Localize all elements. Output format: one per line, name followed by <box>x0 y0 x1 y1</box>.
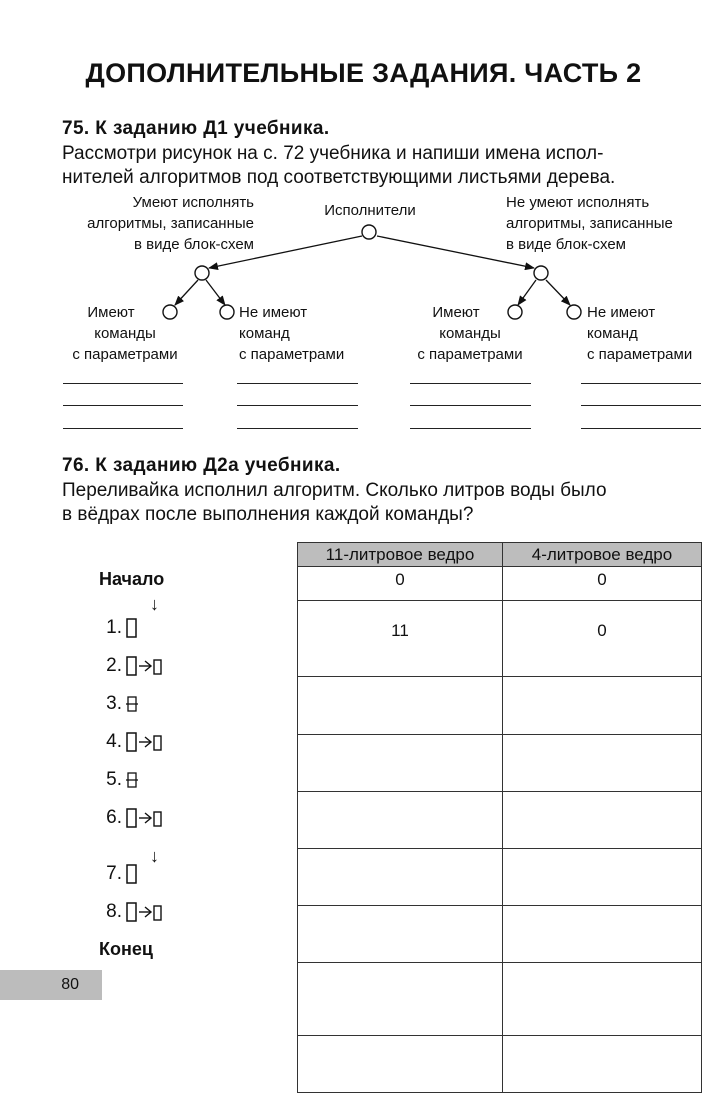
table-cell: 0 <box>503 601 702 677</box>
table-cell[interactable] <box>503 963 702 1036</box>
task-75-text-line1: Рассмотри рисунок на с. 72 учебника и напиши имена испол- <box>62 143 604 164</box>
leaf-node-4 <box>567 305 581 319</box>
answer-line[interactable] <box>237 428 358 429</box>
table-cell[interactable] <box>503 792 702 849</box>
table-cell[interactable] <box>503 906 702 963</box>
page-number: 80 <box>0 970 102 1000</box>
right-branch-line: алгоритмы, записанные <box>506 215 673 232</box>
table-row <box>298 1036 702 1093</box>
algorithm-step <box>88 617 139 639</box>
table-cell[interactable] <box>503 849 702 906</box>
table-cell[interactable] <box>298 963 503 1036</box>
answer-line[interactable] <box>237 383 358 384</box>
table-cell[interactable] <box>298 1036 503 1093</box>
table-row <box>298 849 702 906</box>
leaf-4-label <box>587 302 725 365</box>
answer-line[interactable] <box>63 405 183 406</box>
step-number: 8. <box>106 901 122 922</box>
task-75-text-line2: нителей алгоритмов под соответствующими листьями дерева. <box>62 167 616 188</box>
table-cell[interactable] <box>298 906 503 963</box>
table-cell[interactable] <box>503 1036 702 1093</box>
bucket-empty-icon <box>125 693 139 715</box>
column-header: 4-литровое ведро <box>503 543 702 567</box>
answer-line[interactable] <box>410 405 531 406</box>
leaf-3-line: команды <box>439 325 501 342</box>
algorithm-step <box>88 693 139 715</box>
pour-icon <box>125 655 165 677</box>
step-command-pour <box>125 901 165 923</box>
task-76-heading: 76. К заданию Д2а учебника. <box>62 455 341 476</box>
answer-line[interactable] <box>237 405 358 406</box>
table-row <box>298 963 702 1036</box>
leaf-1-label <box>60 302 190 365</box>
bucket-empty-icon <box>125 769 139 791</box>
table-cell: 0 <box>298 567 503 601</box>
arrow-down-icon: ↓ <box>150 594 159 614</box>
step-command-empty <box>125 769 139 791</box>
tree-root-label: Исполнители <box>324 202 416 219</box>
table-cell[interactable] <box>298 735 503 792</box>
table-row <box>298 906 702 963</box>
bucket-fill-icon <box>125 863 139 885</box>
leaf-2-line: Не имеют <box>239 304 308 321</box>
table-row <box>298 567 702 601</box>
leaf-2-line: команд <box>239 325 290 342</box>
leaf-node-2 <box>220 305 234 319</box>
step-number: 3. <box>106 693 122 714</box>
leaf-3-line: с параметрами <box>417 346 523 363</box>
bucket-fill-icon <box>125 617 139 639</box>
algorithm-step <box>88 769 139 791</box>
table-cell[interactable] <box>503 735 702 792</box>
right-branch-line: в виде блок-схем <box>506 236 626 253</box>
left-branch-line: в виде блок-схем <box>134 236 254 253</box>
edge-right-leaf2 <box>546 280 570 305</box>
task-75-heading: 75. К заданию Д1 учебника. <box>62 118 330 139</box>
pour-icon <box>125 807 165 829</box>
step-command-empty <box>125 693 139 715</box>
algorithm-step <box>88 901 165 923</box>
answer-line[interactable] <box>63 428 183 429</box>
task-76-text-line2: в вёдрах после выполнения каждой команды? <box>62 504 474 525</box>
edge-left-leaf2 <box>206 280 225 305</box>
leaf-1-line: Имеют <box>87 304 135 321</box>
table-row <box>298 735 702 792</box>
step-number: 5. <box>106 769 122 790</box>
step-number: 2. <box>106 655 122 676</box>
left-branch-line: алгоритмы, записанные <box>87 215 254 232</box>
pour-icon <box>125 901 165 923</box>
root-node <box>362 225 376 239</box>
left-branch-line: Умеют исполнять <box>132 194 254 211</box>
table-cell: 0 <box>503 567 702 601</box>
leaf-2-label <box>239 302 379 365</box>
answer-line[interactable] <box>410 428 531 429</box>
step-number: 7. <box>106 863 122 884</box>
task-76-text-line1: Переливайка исполнил алгоритм. Сколько литров воды было <box>62 480 607 501</box>
right-branch-line: Не умеют исполнять <box>506 194 650 211</box>
algorithm-step <box>88 731 165 753</box>
answer-line[interactable] <box>581 428 701 429</box>
step-number: 1. <box>106 617 122 638</box>
answer-line[interactable] <box>63 383 183 384</box>
table-cell[interactable] <box>298 849 503 906</box>
algorithm-step <box>88 655 165 677</box>
table-cell[interactable] <box>503 677 702 735</box>
leaf-4-line: с параметрами <box>587 346 693 363</box>
table-cell[interactable] <box>298 792 503 849</box>
algorithm-step <box>88 863 139 885</box>
buckets-table <box>297 542 702 1093</box>
left-branch-label <box>40 192 254 255</box>
leaf-3-label <box>405 302 535 365</box>
pour-icon <box>125 731 165 753</box>
table-row <box>298 792 702 849</box>
column-header: 11-литровое ведро <box>298 543 503 567</box>
step-number: 6. <box>106 807 122 828</box>
step-command-fill <box>125 617 139 639</box>
step-command-pour <box>125 807 165 829</box>
step-command-pour <box>125 655 165 677</box>
leaf-4-line: команд <box>587 325 638 342</box>
answer-line[interactable] <box>581 405 701 406</box>
table-cell: 11 <box>298 601 503 677</box>
answer-line[interactable] <box>581 383 701 384</box>
table-cell[interactable] <box>298 677 503 735</box>
leaf-1-line: команды <box>94 325 156 342</box>
table-row <box>298 601 702 677</box>
right-branch-label <box>506 192 720 255</box>
arrow-down-icon: ↓ <box>150 846 159 866</box>
leaf-2-line: с параметрами <box>239 346 345 363</box>
algorithm-start-label: Начало <box>99 569 165 589</box>
answer-line[interactable] <box>410 383 531 384</box>
page-title: ДОПОЛНИТЕЛЬНЫЕ ЗАДАНИЯ. ЧАСТЬ 2 <box>85 58 642 88</box>
algorithm-step <box>88 807 165 829</box>
leaf-3-line: Имеют <box>432 304 480 321</box>
left-branch-node <box>195 266 209 280</box>
step-command-pour <box>125 731 165 753</box>
algorithm-end-label: Конец <box>99 939 153 959</box>
step-command-fill <box>125 863 139 885</box>
table-row <box>298 677 702 735</box>
leaf-1-line: с параметрами <box>72 346 178 363</box>
step-number: 4. <box>106 731 122 752</box>
right-branch-node <box>534 266 548 280</box>
leaf-4-line: Не имеют <box>587 304 656 321</box>
